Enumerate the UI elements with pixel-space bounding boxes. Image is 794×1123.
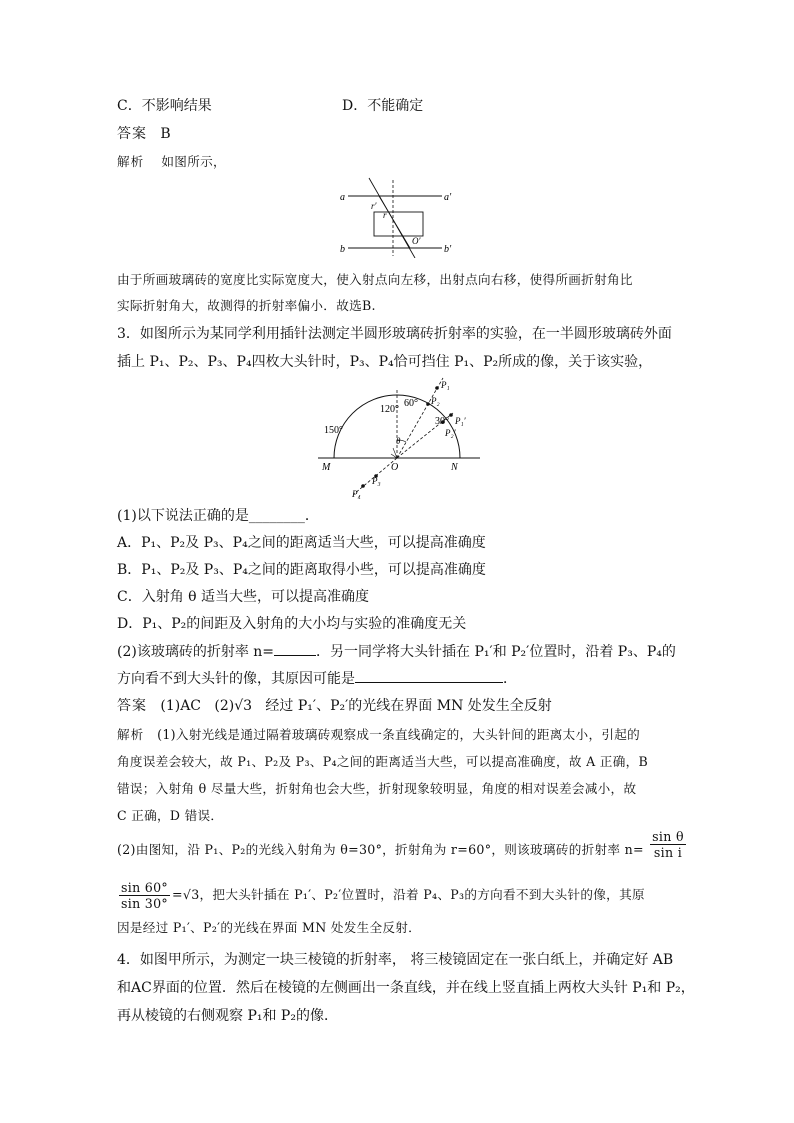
label-m: M [322, 462, 331, 473]
q4-line1: 4．如图甲所示，为测定一块三棱镜的折射率， 将三棱镜固定在一张白纸上，并确定好 AB [117, 952, 674, 968]
refracted-ray [379, 196, 410, 248]
label-r-prime: r′ [371, 201, 377, 211]
q2-analysis-intro: 解析 如图所示， [117, 154, 226, 169]
q3-stem-line2: 插上 P₁、P₂、P₃、P₄四枚大头针时，P₃、P₄恰可挡住 P₁、P₂所成的像，关于该实验， [117, 354, 653, 370]
label-b: b [340, 244, 345, 255]
label-p1: P₁ [441, 380, 450, 390]
label-a: a [340, 192, 345, 203]
blank-reason[interactable] [355, 668, 503, 683]
fraction-sin60-over-sin30: $\frac{\sin 60^\circ}{\sin 30^\circ}$ [121, 880, 169, 911]
q2-option-c: C．不影响结果 [117, 98, 212, 114]
label-n: N [451, 462, 458, 473]
q3-sub2-line2: 方向看不到大头针的像，其原因可能是 ． [117, 668, 517, 689]
semicircle-figure [314, 376, 490, 500]
q3-analysis-line1: 解析 (1)入射光线是通过隔着玻璃砖观察成一条直线确定的，大头针间的距离太小，引起的 [117, 727, 641, 742]
label-p2-prime: P₂′ [445, 428, 456, 438]
q2-analysis-line1: 由于所画玻璃砖的宽度比实际宽度大，使入射点向左移，出射点向右移，使得所画折射角比 [117, 272, 633, 287]
label-p3: P₃ [372, 476, 381, 486]
q3-stem-line1: 3．如图所示为某同学利用插针法测定半圆形玻璃砖折射率的实验，在一半圆形玻璃砖外面 [117, 326, 672, 342]
q2-analysis-line2: 实际折射角大，故测得的折射率偏小．故选B. [117, 298, 376, 313]
q3-analysis-line7: 因是经过 P₁′、P₂′的光线在界面 MN 处发生全反射． [117, 920, 422, 935]
q3-sub1: (1)以下说法正确的是________． [117, 508, 319, 524]
q3-sub2-line1: (2)该玻璃砖的折射率 n= ．另一同学将大头针插在 P₁′和 P₂′位置时，沿着 P₃、P₄的 [117, 641, 676, 662]
q4-line3: 再从棱镜的右侧观察 P₁和 P₂的像． [117, 1008, 338, 1024]
blank-n[interactable] [274, 641, 316, 656]
label-o-prime: O′ [412, 236, 421, 246]
answer-label: 答案 [117, 698, 147, 714]
q3-option-b: B．P₁、P₂及 P₃、P₄之间的距离取得小些，可以提高准确度 [117, 562, 486, 578]
q4-line2: 和AC界面的位置．然后在棱镜的左侧画出一条直线，并在线上竖直插上两枚大头针 P₁和 P₂， [117, 980, 695, 996]
q3-option-a: A．P₁、P₂及 P₃、P₄之间的距离适当大些，可以提高准确度 [117, 535, 486, 551]
analysis-label: 解析 [117, 727, 145, 742]
label-r: r [383, 210, 387, 220]
label-o: O [391, 462, 399, 473]
answer-value: B [160, 126, 171, 142]
q2-option-d: D．不能确定 [342, 98, 424, 114]
q2-answer [117, 124, 171, 144]
pin-p4 [361, 484, 365, 488]
label-theta: θ [396, 436, 401, 446]
label-a-prime: a′ [444, 192, 452, 203]
q3-analysis-line3: 错误；入射角 θ 尽量大些，折射角也会大些，折射现象较明显，角度的相对误差会减小，故 [117, 781, 637, 796]
q3-option-d: D．P₁、P₂的间距及入射角的大小均与实验的准确度无关 [117, 616, 467, 632]
answer-label: 答案 [117, 126, 147, 142]
label-p1-prime: P₁′ [455, 416, 466, 426]
label-30: 30° [435, 416, 449, 427]
label-p2: P₂ [431, 396, 440, 406]
label-p4: P₄ [352, 489, 361, 499]
q3-answer: 答案 (1)AC (2)√3 经过 P₁′、P₂′的光线在界面 MN 处发生全反射 [117, 698, 552, 714]
q3-analysis-line4: C 正确，D 错误． [117, 808, 224, 823]
label-b-prime: b′ [444, 244, 452, 255]
label-150: 150° [324, 425, 343, 436]
pin-p1-prime [449, 413, 453, 417]
q3-analysis-line6: $\frac{\sin 60^\circ}{\sin 30^\circ}$ =√3，把大头针插在 P₁′、P₂′位置时，沿着 P₄、P₃的方向看不到大头针的像，其原 [121, 880, 645, 911]
pin-p1 [435, 386, 439, 390]
q3-analysis-line5: (2)由图知，沿 P₁、P₂的光线入射角为 θ=30°，折射角为 r=60°，则该玻璃砖的折射率 n= $\frac{\text{sin θ}}{\text{sin i}}$ [117, 829, 684, 860]
actual-glass-rect [374, 212, 423, 236]
label-120: 120° [380, 404, 399, 415]
q3-option-c: C．入射角 θ 适当大些，可以提高准确度 [117, 589, 370, 605]
label-60: 60° [404, 398, 418, 409]
q3-analysis-line2: 角度误差会较大，故 P₁、P₂及 P₃、P₄之间的距离适当大些，可以提高准确度，故 A 正确，B [117, 754, 649, 769]
analysis-label: 解析 [117, 154, 145, 169]
pin-p2 [426, 402, 430, 406]
glass-slab-figure [336, 176, 462, 258]
fraction-sin-theta-over-sin-i: $\frac{\text{sin θ}}{\text{sin i}}$ [652, 829, 684, 860]
